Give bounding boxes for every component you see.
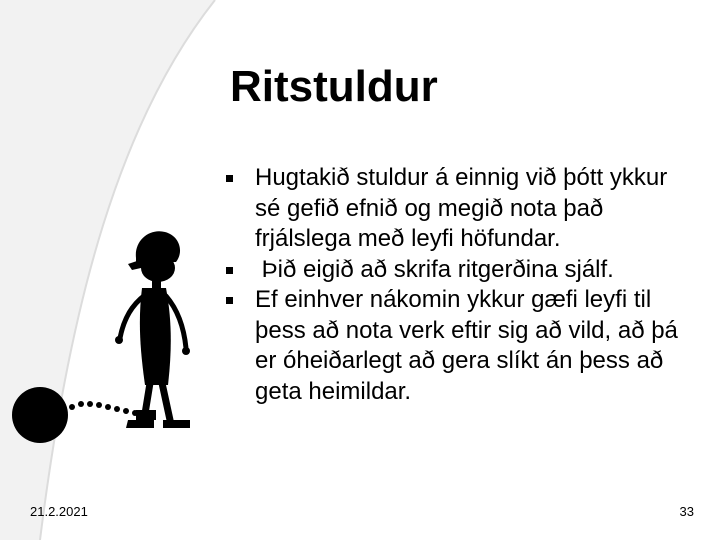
footer-date: 21.2.2021: [30, 504, 88, 519]
page-number: 33: [679, 504, 694, 519]
slide-title: Ritstuldur: [230, 62, 438, 111]
bullet-text: Ef einhver nákomin ykkur gæfi leyfi til þess að nota verk eftir sig að vild, að þá er óheiðarlegt að gera slíkt án þess að geta heimildar.: [255, 286, 678, 405]
bullet-text: Hugtakið stuldur á einnig við þótt ykkur sé gefið efnið og megið nota það frjálslega með leyfi höfundar.: [255, 164, 668, 252]
bullet-text: Þið eigið að skrifa ritgerðina sjálf.: [255, 255, 614, 283]
